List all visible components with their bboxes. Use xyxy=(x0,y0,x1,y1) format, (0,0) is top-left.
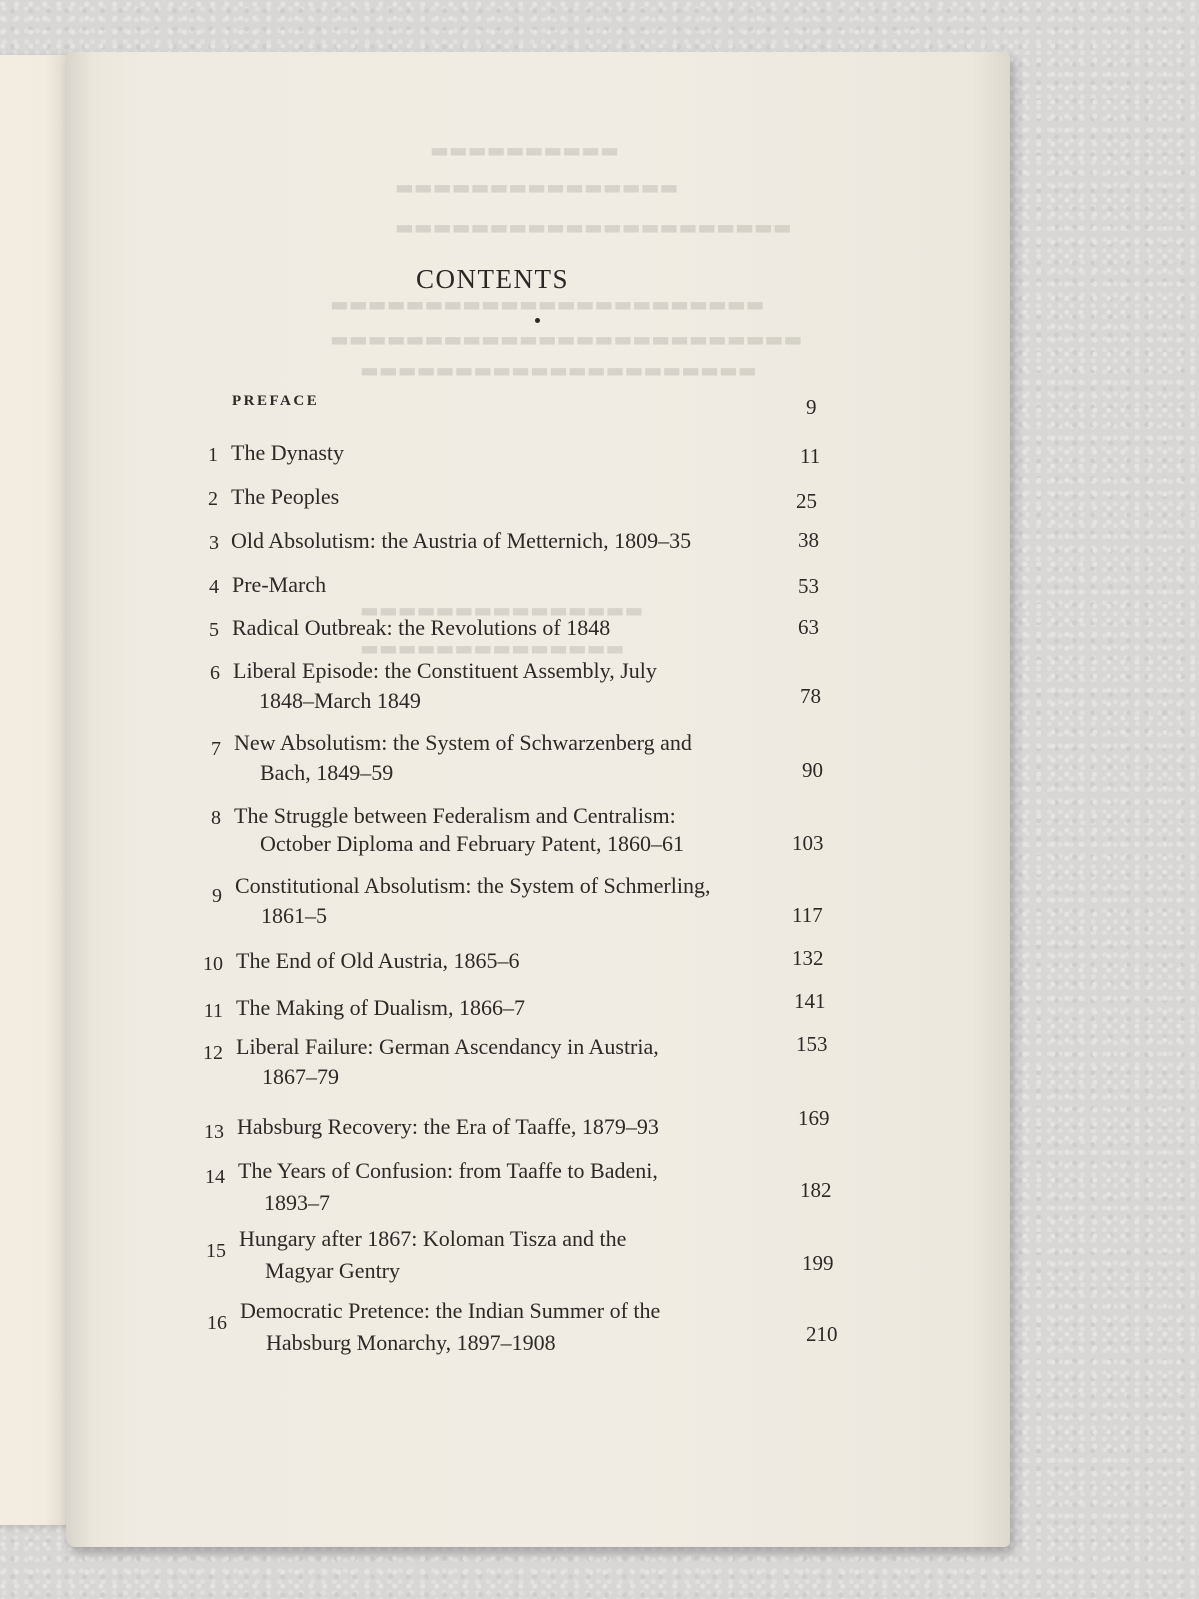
show-through-line: ▬▬▬▬▬▬▬▬▬▬▬▬▬▬▬▬▬▬▬▬▬▬▬▬▬ xyxy=(330,327,803,351)
toc-entry-page: 53 xyxy=(798,574,819,598)
toc-entry-title-line: Liberal Failure: German Ascendancy in Austria, xyxy=(236,1034,659,1059)
show-through-line: ▬▬▬▬▬▬▬▬▬▬▬▬▬▬▬▬▬▬▬▬▬▬▬ xyxy=(330,292,765,316)
toc-entry-page: 153 xyxy=(796,1032,828,1056)
toc-entry-title-line: New Absolutism: the System of Schwarzenberg and xyxy=(234,730,692,755)
toc-entry-title: Habsburg Recovery: the Era of Taaffe, 1879–93 xyxy=(237,1114,659,1139)
toc-entry-number: 11 xyxy=(203,1000,223,1022)
toc-entry-page: 141 xyxy=(794,989,826,1013)
toc-entry-title-continuation: 1861–5 xyxy=(261,903,327,928)
toc-entry-title-continuation: Bach, 1849–59 xyxy=(260,760,394,785)
toc-entry-title-line: Constitutional Absolutism: the System of Schmerling, xyxy=(235,873,711,898)
show-through-line: ▬▬▬▬▬▬▬▬▬▬▬▬▬▬ xyxy=(360,636,625,660)
toc-entry-title-line: Liberal Episode: the Constituent Assembly, July xyxy=(233,658,657,683)
toc-entry-page: 9 xyxy=(806,395,817,419)
toc-entry-number: 8 xyxy=(211,807,221,829)
toc-entry-page: 169 xyxy=(798,1106,830,1130)
toc-entry-number: 6 xyxy=(210,662,220,684)
toc-entry-title-continuation: Habsburg Monarchy, 1897–1908 xyxy=(266,1330,556,1355)
show-through-line: ▬▬▬▬▬▬▬▬▬▬▬▬▬▬▬▬▬▬▬▬▬ xyxy=(395,215,792,239)
show-through-line: ▬▬▬▬▬▬▬▬▬▬ xyxy=(430,138,619,162)
toc-entry-number: 14 xyxy=(205,1166,225,1188)
toc-entry-number: 9 xyxy=(212,885,222,907)
toc-entry-title-line: The Years of Confusion: from Taaffe to Badeni, xyxy=(238,1158,658,1183)
toc-entry-page: 11 xyxy=(800,444,821,468)
toc-entry-title xyxy=(236,1034,659,1090)
toc-entry-title-continuation: Magyar Gentry xyxy=(265,1258,401,1283)
toc-entry-page: 132 xyxy=(792,946,824,970)
toc-entry-title-continuation: October Diploma and February Patent, 1860–61 xyxy=(260,831,685,856)
page-title: CONTENTS xyxy=(416,264,569,294)
toc-entry-title xyxy=(234,730,692,786)
toc-entry-title: The Peoples xyxy=(231,484,340,509)
toc-entry-page: 103 xyxy=(792,831,824,855)
toc-entry-title: Old Absolutism: the Austria of Metternich, 1809–35 xyxy=(231,528,692,553)
toc-entry-number: 4 xyxy=(209,576,219,598)
toc-entry-title-continuation: 1893–7 xyxy=(264,1190,330,1215)
toc-entry-page: 63 xyxy=(798,615,819,639)
toc-entry-number: 12 xyxy=(203,1042,223,1064)
toc-entry-number: 16 xyxy=(207,1312,227,1334)
toc-entry-title xyxy=(240,1298,660,1356)
toc-entry-title-line: Democratic Pretence: the Indian Summer of the xyxy=(240,1298,661,1323)
toc-entry-title-continuation: 1867–79 xyxy=(262,1064,339,1089)
toc-entry-title: PREFACE xyxy=(232,393,320,409)
toc-entry-title: The End of Old Austria, 1865–6 xyxy=(236,948,520,973)
toc-entry-page: 117 xyxy=(792,903,823,927)
show-through-line: ▬▬▬▬▬▬▬▬▬▬▬▬▬▬▬▬▬▬▬▬▬ xyxy=(360,358,757,382)
toc-entry-number: 13 xyxy=(204,1121,224,1143)
show-through-line: ▬▬▬▬▬▬▬▬▬▬▬▬▬▬▬ xyxy=(360,598,644,622)
toc-entry-title-continuation: 1848–March 1849 xyxy=(259,688,421,713)
toc-entry-title-line: Hungary after 1867: Koloman Tisza and the xyxy=(239,1226,627,1251)
toc-entry-page: 90 xyxy=(802,758,823,782)
show-through-line: ▬▬▬▬▬▬▬▬▬▬▬▬▬▬▬ xyxy=(395,175,679,199)
toc-entry-title xyxy=(238,1158,658,1216)
toc-entry-page: 38 xyxy=(798,528,819,552)
toc-entry-page: 78 xyxy=(800,684,821,708)
toc-entry-number: 10 xyxy=(203,953,223,975)
toc-entry-title: The Making of Dualism, 1866–7 xyxy=(236,995,526,1020)
toc-entry-page: 210 xyxy=(806,1322,838,1346)
toc-entry-number: 5 xyxy=(209,619,219,641)
toc-entry-page: 199 xyxy=(802,1251,834,1275)
toc-entry-title: The Dynasty xyxy=(231,440,345,465)
toc-entry-title-line: The Struggle between Federalism and Centralism: xyxy=(234,803,676,828)
toc-entry-title xyxy=(233,658,657,714)
toc-entry-title xyxy=(235,873,710,929)
toc-entry-title xyxy=(234,803,684,857)
toc-entry-number: 15 xyxy=(206,1240,226,1262)
toc-entry-title: Pre-March xyxy=(232,572,327,597)
toc-entry-page: 25 xyxy=(796,489,817,513)
toc-entry-number: 3 xyxy=(209,532,219,554)
toc-entry-number: 7 xyxy=(211,738,221,760)
toc-entry-title: Radical Outbreak: the Revolutions of 1848 xyxy=(232,615,611,640)
toc-entry-page: 182 xyxy=(800,1178,832,1202)
toc-entry-title xyxy=(239,1226,626,1284)
toc-entry-number: 2 xyxy=(208,488,218,510)
toc-entry-number: 1 xyxy=(208,444,218,466)
